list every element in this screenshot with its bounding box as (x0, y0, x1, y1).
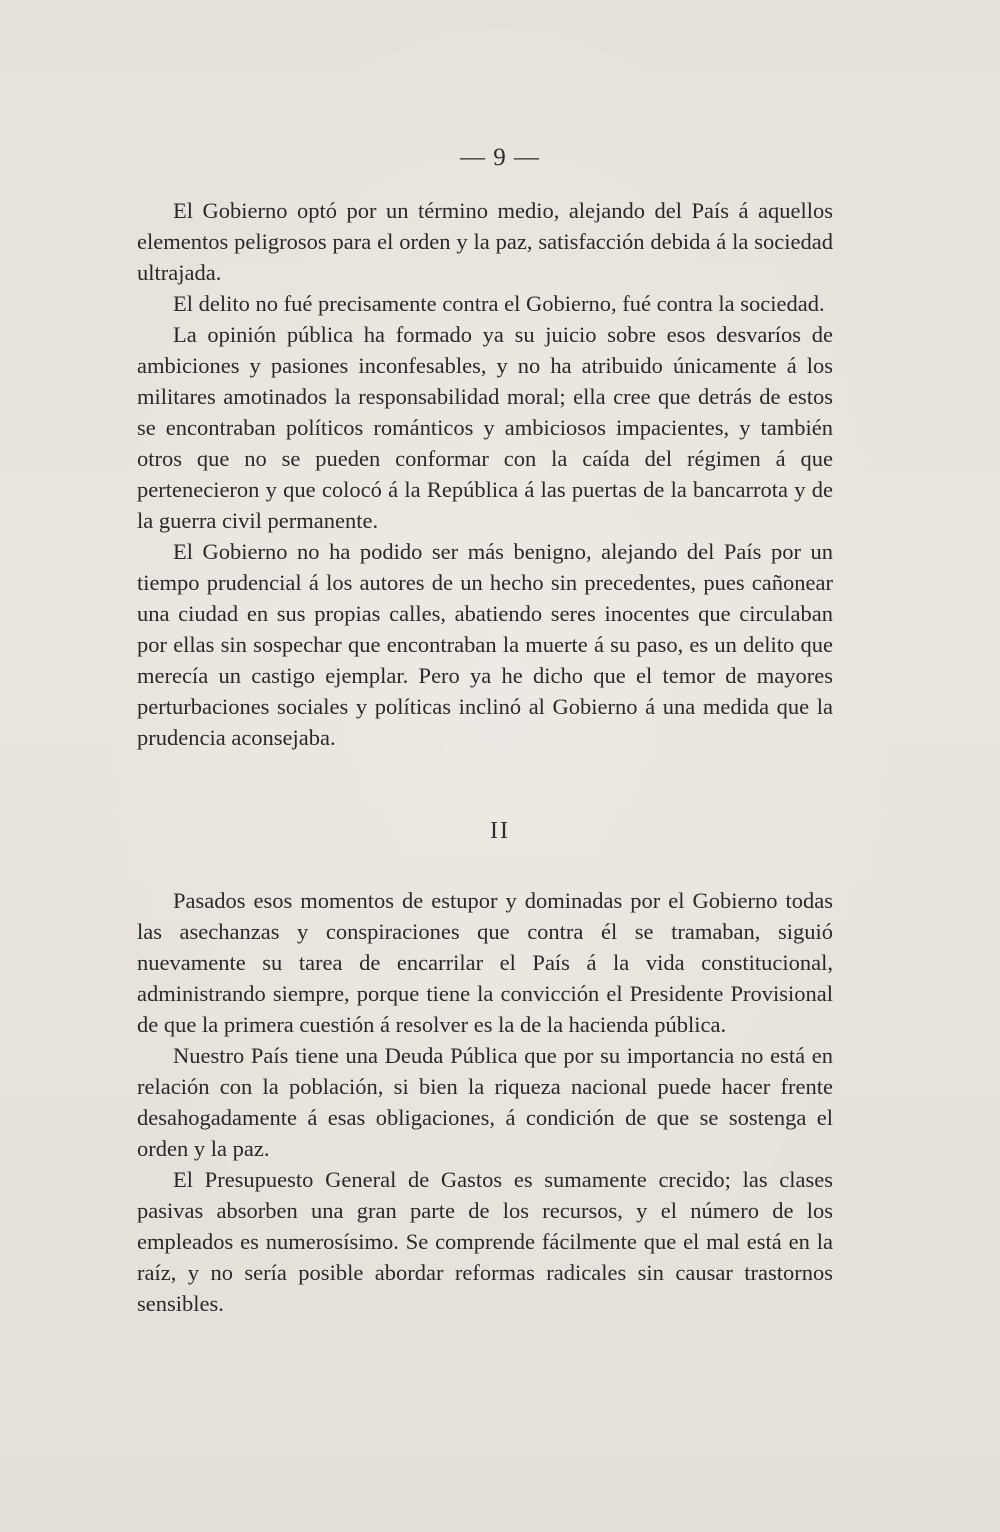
paragraph: El Presupuesto General de Gastos es sumamente crecido; las clases pasivas absorben una gran parte de los recursos, y el número de los empleados es numerosísimo. Se comprende fácilmente que el mal está en la raíz, y no sería posible abordar reformas radicales sin causar trastornos sensibles. (137, 1167, 833, 1316)
paragraph: Pasados esos momentos de estupor y dominadas por el Gobierno todas las asechanzas y conspiraciones que contra él se tramaban, siguió nuevamente su tarea de encarrilar el País á la vida constitucional, administrando siempre, porque tiene la convicción el Presidente Provisional de que la primera cuestión á resolver es la de la hacienda pública. (137, 888, 833, 1037)
paragraph: El Gobierno no ha podido ser más benigno, alejando del País por un tiempo prudencial á los autores de un hecho sin precedentes, pues cañonear una ciudad en sus propias calles, abatiendo seres inocentes que circulaban por ellas sin sospechar que encontraban la muerte á su paso, es un delito que merecía un castigo ejemplar. Pero ya he dicho que el temor de mayores perturbaciones sociales y políticas inclinó al Gobierno á una medida que la prudencia aconsejaba. (137, 539, 833, 750)
paragraph: El delito no fué precisamente contra el Gobierno, fué contra la sociedad. (173, 291, 825, 316)
paragraph: La opinión pública ha formado ya su juicio sobre esos desvaríos de ambiciones y pasiones inconfesables, y no ha atribuido únicamente á los militares amotinados la responsabilidad moral; ella cree que detrás de estos se encontraban políticos románticos y ambiciosos impacientes, y también otros que no se pueden conformar con la caída del régimen á que pertenecieron y que colocó á la República á las puertas de la bancarrota y de la guerra civil permanente. (137, 322, 833, 533)
page-number: — 9 — (460, 144, 540, 171)
text-block-bottom (137, 885, 833, 1319)
paragraph: Nuestro País tiene una Deuda Pública que por su importancia no está en relación con la población, si bien la riqueza nacional puede hacer frente desahogadamente á esas obligaciones, á condición de que se sostenga el orden y la paz. (137, 1043, 833, 1161)
text-block-top (137, 195, 833, 753)
section-heading: II (490, 818, 510, 844)
paragraph: El Gobierno optó por un término medio, alejando del País á aquellos elementos peligrosos para el orden y la paz, satisfacción debida á la sociedad ultrajada. (137, 198, 833, 285)
